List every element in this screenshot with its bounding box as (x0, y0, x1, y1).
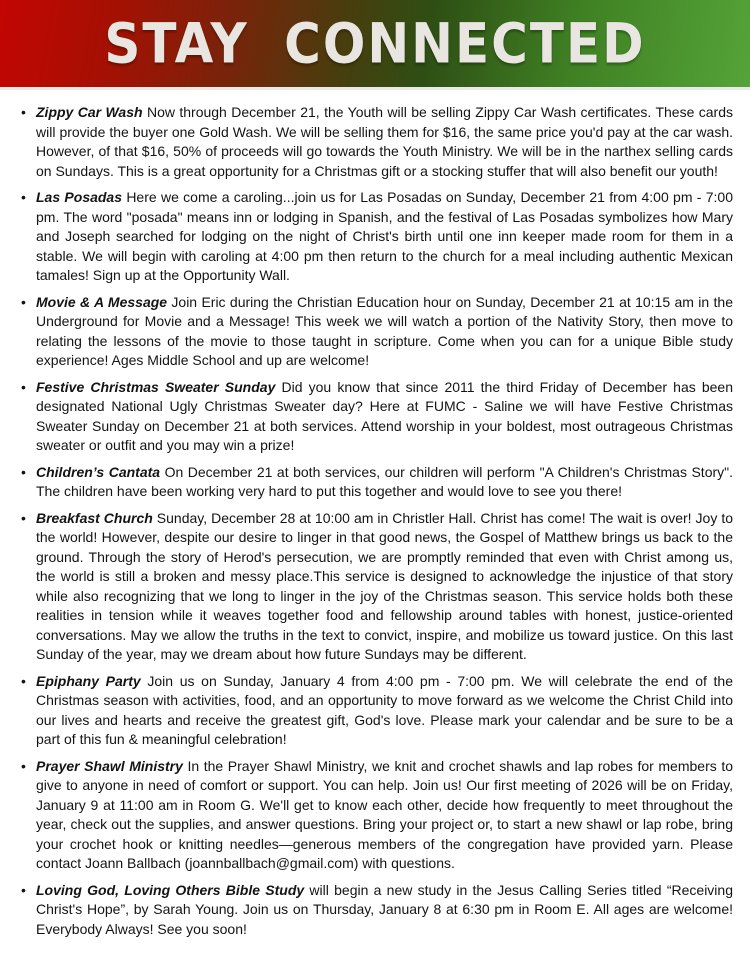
announcement-text: In the Prayer Shawl Ministry, we knit and crochet shawls and lap robes for members to give to anyone in need of comfort or support. You can help. Join us! Our first meeting of 2026 will be on Friday, January 9 at 11:00 am in Room G. We'll get to know each other, decide how frequently to meet throughout the year, check out the supplies, and answer questions. Bring your project or, to start a new shawl or lap robe, bring your crochet hook or knitting needles—generous members of the congregation have provided yarn. Please contact Joann Ballbach (joannballbach@gmail.com) with questions. (36, 757, 733, 871)
announcement-epiphany-party (36, 672, 733, 750)
announcement-title: Loving God, Loving Others Bible Study (36, 881, 305, 898)
banner (0, 0, 750, 90)
page-title: STAY CONNECTED (104, 11, 646, 76)
announcement-title: Breakfast Church (36, 509, 153, 526)
announcement-las-posadas (36, 188, 733, 286)
announcement-text: Sunday, December 28 at 10:00 am in Christler Hall. Christ has come! The wait is over! Joy to the world! However, despite our desire to linger in that good news, the Gospel of Matthew brings us back to the ground. Through the story of Herod's persecution, we are promptly reminded that even with Christ among us, the world is still a broken and messy place.This service is designed to acknowledge the injustice of that story while also recognizing that we long to linger in the joy of the Christmas season. This service holds both these realities in tension while it weaves together food and fellowship around tables with honest, justice-oriented conversations. May we allow the truths in the text to convict, inspire, and mobilize us toward justice. On this last Sunday of the year, may we dream about how future Sundays may be different. (36, 509, 733, 662)
announcement-text: will begin a new study in the Jesus Calling Series titled “Receiving Christ's Hope”, by Sarah Young. Join us on Thursday, January 8 at 6:30 pm in Room E. All ages are welcome! Everybody Always! See you soon! (36, 881, 733, 937)
announcement-title: Prayer Shawl Ministry (36, 757, 183, 774)
announcement-text: Now through December 21, the Youth will be selling Zippy Car Wash certificates. These cards will provide the buyer one Gold Wash. We will be selling them for $16, the same price you'd pay at the car wash. However, of that $16, 50% of proceeds will go towards the Youth Ministry. We will be in the narthex selling cards on Sundays. This is a great opportunity for a Christmas gift or a stocking stuffer that will also benefit our youth! (36, 104, 733, 179)
announcement-prayer-shawl-ministry (36, 757, 733, 874)
announcement-text: On December 21 at both services, our children will perform "A Children's Christmas Story". The children have been working very hard to put this together and would love to see you there! (36, 463, 734, 499)
announcement-title: Festive Christmas Sweater Sunday (36, 378, 276, 395)
announcement-text: Join Eric during the Christian Education hour on Sunday, December 21 at 10:15 am in the Underground for Movie and a Message! This week we will watch a portion of the Nativity Story, then move to relating the lessons of the movie to those taught in scripture. Come when you can for a unique Bible study experience! Ages Middle School and up are welcome! (36, 293, 733, 368)
announcement-title: Las Posadas (36, 189, 123, 205)
announcement-zippy-car-wash (36, 103, 733, 181)
announcement-festive-christmas-sweater-sunday (36, 378, 733, 456)
announcement-title: Zippy Car Wash (36, 104, 143, 120)
announcement-text: Here we come a caroling...join us for Las Posadas on Sunday, December 21 from 4:00 pm - 7:00 pm. The word "posada" means inn or lodging in Spanish, and the festival of Las Posadas symbolizes how Mary and Joseph searched for lodging on the night of Christ's birth until one inn keeper made room for them in a stable. We will begin with caroling at 4:00 pm then return to the church for a meal including authentic Mexican tamales! Sign up at the Opportunity Wall. (36, 189, 733, 283)
announcement-title: Children’s Cantata (36, 463, 161, 480)
announcement-title: Epiphany Party (36, 672, 141, 689)
announcement-childrens-cantata (36, 463, 733, 502)
announcement-text: Did you know that since 2011 the third Friday of December has been designated National Ugly Christmas Sweater day? Here at FUMC - Saline we will have Festive Christmas Sweater Sunday on December 21 at both services. Attend worship in your boldest, most outrageous Christmas sweater or outfit and you may win a prize! (36, 378, 734, 453)
announcement-title: Movie & A Message (36, 293, 168, 310)
announcements-section (0, 90, 750, 939)
announcement-text: Join us on Sunday, January 4 from 4:00 pm - 7:00 pm. We will celebrate the end of the Christmas season with activities, food, and an opportunity to move forward as we welcome the Christ Child into our lives and hearts and receive the greatest gift, God's love. Please mark your calendar and be sure to be a part of this fun & meaningful celebration! (36, 672, 733, 747)
announcement-loving-god-loving-others-bible-study (36, 881, 733, 940)
announcement-movie-and-a-message (36, 293, 733, 371)
announcement-list (36, 103, 733, 939)
announcement-breakfast-church (36, 509, 733, 665)
